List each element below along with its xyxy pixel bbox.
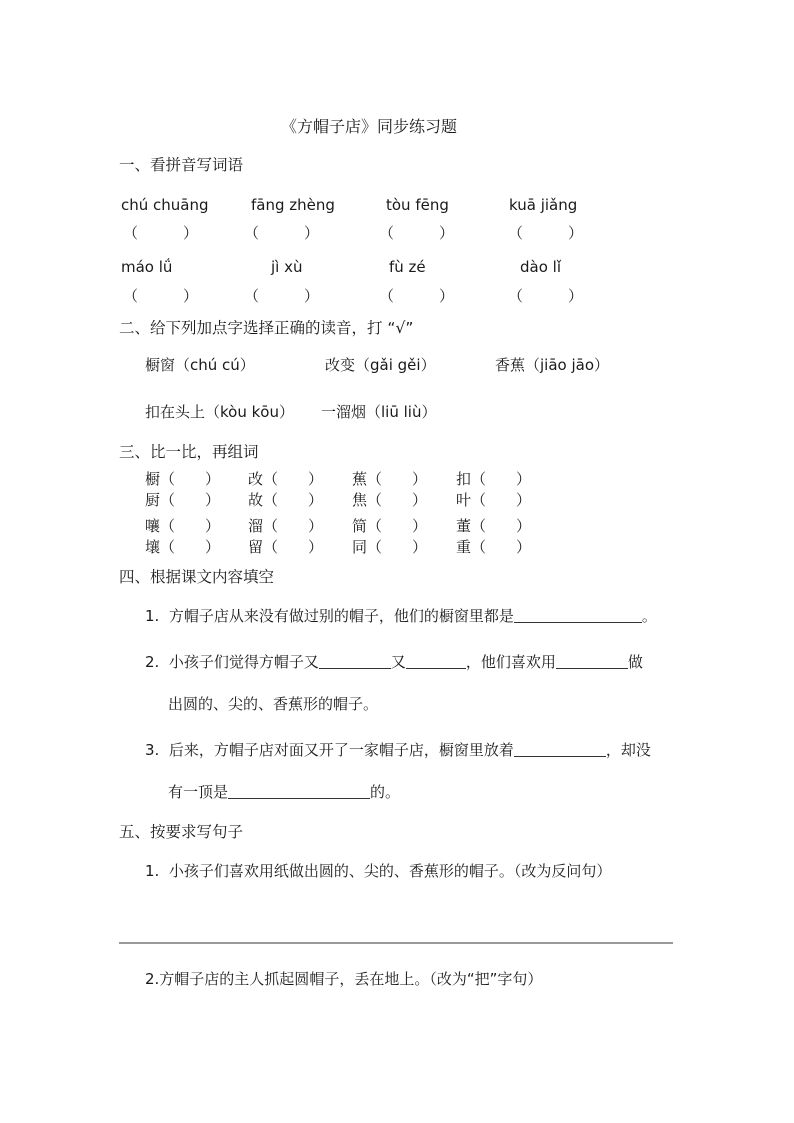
reading-item[interactable]: 改变（gǎi gěi） bbox=[325, 356, 436, 374]
compare-item[interactable]: 焦（ ） bbox=[352, 491, 428, 509]
question-text: ，却没 bbox=[605, 741, 651, 759]
question-number: 2. bbox=[145, 653, 160, 671]
question-text: 做 bbox=[627, 653, 643, 671]
answer-paren[interactable]: （ ） bbox=[508, 224, 584, 242]
compare-item[interactable]: 故（ ） bbox=[248, 491, 324, 509]
pinyin-2: fāng zhèng bbox=[251, 196, 335, 214]
question-number: 1. bbox=[145, 607, 160, 625]
reading-item[interactable]: 扣在头上（kòu kōu） bbox=[145, 403, 294, 421]
compare-item[interactable]: 溜（ ） bbox=[248, 517, 324, 535]
pinyin-8: dào lǐ bbox=[520, 258, 561, 276]
reading-item[interactable]: 一溜烟（liū liù） bbox=[321, 403, 437, 421]
fill-question-1 bbox=[145, 607, 657, 625]
question-text: 又 bbox=[390, 653, 406, 671]
compare-item[interactable]: 同（ ） bbox=[352, 538, 428, 556]
fill-question-2 bbox=[145, 653, 643, 671]
answer-blank[interactable] bbox=[406, 654, 466, 669]
reading-item[interactable]: 香蕉（jiāo jāo） bbox=[495, 356, 610, 374]
fill-question-3-line2 bbox=[168, 783, 400, 801]
answer-blank[interactable] bbox=[556, 654, 628, 669]
pinyin-7: fù zé bbox=[389, 258, 426, 276]
answer-paren[interactable]: （ ） bbox=[123, 224, 199, 242]
answer-paren[interactable]: （ ） bbox=[379, 287, 455, 305]
question-number: 1. bbox=[145, 862, 160, 880]
section-5-heading: 五、按要求写句子 bbox=[119, 823, 244, 841]
pinyin-4: kuā jiǎng bbox=[509, 196, 578, 214]
section-1-heading: 一、看拼音写词语 bbox=[119, 156, 244, 174]
compare-item[interactable]: 重（ ） bbox=[456, 538, 532, 556]
compare-item[interactable]: 扣（ ） bbox=[456, 470, 532, 488]
compare-item[interactable]: 蕉（ ） bbox=[352, 470, 428, 488]
fill-question-3 bbox=[145, 741, 651, 759]
question-number: 3. bbox=[145, 741, 160, 759]
question-text: 方帽子店从来没有做过别的帽子，他们的橱窗里都是 bbox=[168, 607, 514, 625]
compare-item[interactable]: 厨（ ） bbox=[145, 491, 221, 509]
question-text: 后来，方帽子店对面又开了一家帽子店，橱窗里放着 bbox=[168, 741, 514, 759]
section-4-heading: 四、根据课文内容填空 bbox=[119, 568, 275, 586]
question-text: 。 bbox=[641, 607, 657, 625]
answer-paren[interactable]: （ ） bbox=[244, 287, 320, 305]
section-3-heading: 三、比一比，再组词 bbox=[119, 443, 259, 461]
pinyin-3: tòu fēng bbox=[386, 196, 449, 214]
compare-item[interactable]: 橱（ ） bbox=[145, 470, 221, 488]
answer-blank[interactable] bbox=[319, 654, 391, 669]
compare-item[interactable]: 留（ ） bbox=[248, 538, 324, 556]
answer-paren[interactable]: （ ） bbox=[508, 287, 584, 305]
question-text: 有一顶是 bbox=[168, 783, 229, 801]
compare-item[interactable]: 壤（ ） bbox=[145, 538, 221, 556]
question-text: 小孩子们觉得方帽子又 bbox=[168, 653, 319, 671]
question-text: ，他们喜欢用 bbox=[465, 653, 556, 671]
compare-item[interactable]: 叶（ ） bbox=[456, 491, 532, 509]
pinyin-1: chú chuāng bbox=[121, 196, 209, 214]
answer-blank[interactable] bbox=[514, 742, 606, 757]
compare-item[interactable]: 简（ ） bbox=[352, 517, 428, 535]
pinyin-6: jì xù bbox=[271, 258, 303, 276]
write-question-1 bbox=[145, 862, 611, 880]
answer-paren[interactable]: （ ） bbox=[244, 224, 320, 242]
answer-paren[interactable]: （ ） bbox=[379, 224, 455, 242]
question-text: 出圆的、尖的、香蕉形的帽子。 bbox=[168, 695, 379, 713]
page-title: 《方帽子店》同步练习题 bbox=[281, 117, 458, 136]
write-question-2: 2.方帽子店的主人抓起圆帽子，丢在地上。（改为“把”字句） bbox=[145, 970, 543, 988]
answer-blank[interactable] bbox=[228, 784, 370, 799]
answer-line[interactable] bbox=[119, 942, 673, 944]
compare-item[interactable]: 改（ ） bbox=[248, 470, 324, 488]
compare-item[interactable]: 董（ ） bbox=[456, 517, 532, 535]
compare-item[interactable]: 嚷（ ） bbox=[145, 517, 221, 535]
section-2-heading: 二、给下列加点字选择正确的读音，打 “√” bbox=[119, 319, 414, 337]
answer-blank[interactable] bbox=[514, 608, 642, 623]
answer-paren[interactable]: （ ） bbox=[123, 287, 199, 305]
reading-item[interactable]: 橱窗（chú cú） bbox=[145, 356, 255, 374]
question-text: 的。 bbox=[370, 783, 401, 801]
question-text: 小孩子们喜欢用纸做出圆的、尖的、香蕉形的帽子。（改为反问句） bbox=[168, 862, 612, 880]
pinyin-5: máo lǘ bbox=[121, 258, 173, 276]
